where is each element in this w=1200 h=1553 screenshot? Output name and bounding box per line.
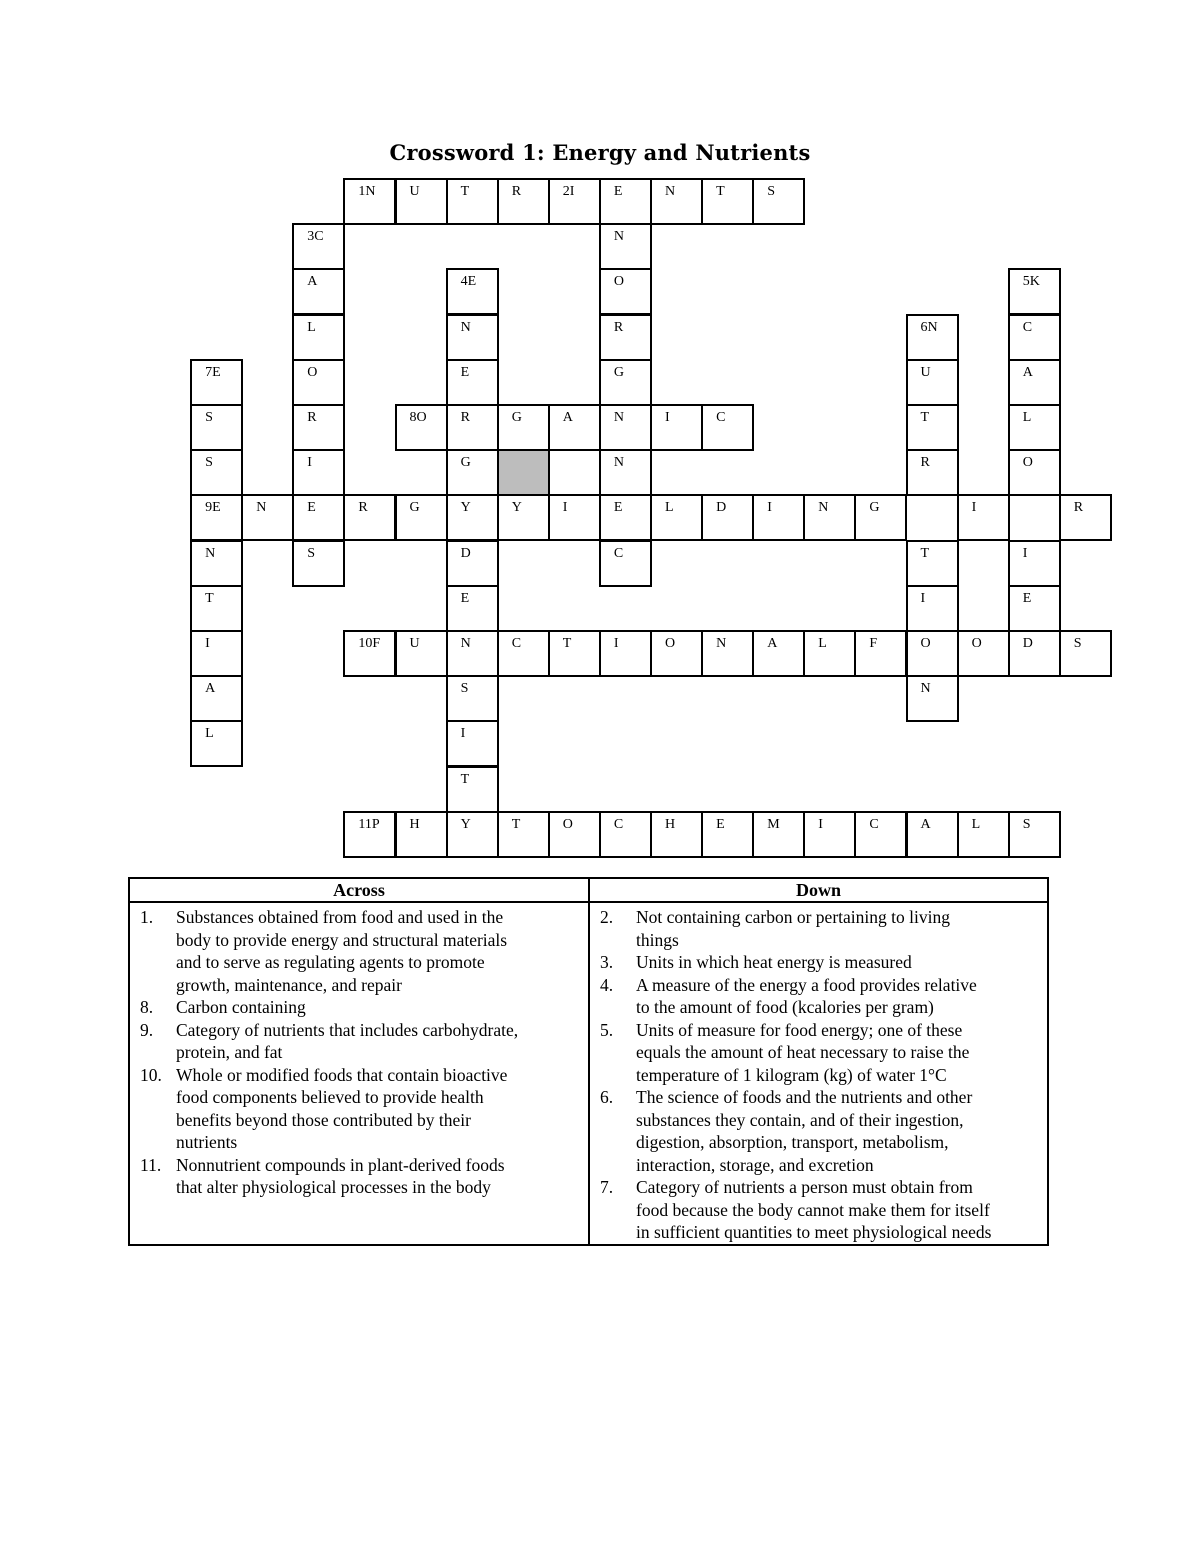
grid-cell: A <box>752 630 805 677</box>
clue-line: that alter physiological processes in the body <box>176 1177 491 1197</box>
grid-cell: S <box>190 404 243 451</box>
grid-cell: E <box>701 811 754 858</box>
grid-cell: N <box>599 404 652 451</box>
clue-line: A measure of the energy a food provides relative <box>636 974 977 995</box>
clue-number: 2. <box>600 907 614 927</box>
grid-cell: L <box>957 811 1010 858</box>
clue-number: 7. <box>600 1177 614 1197</box>
grid-cell: I <box>292 449 345 496</box>
grid-cell: O <box>1008 449 1061 496</box>
grid-cell: C <box>701 404 754 451</box>
grid-cell: O <box>599 268 652 315</box>
grid-cell: I <box>906 585 959 632</box>
clue-item <box>600 906 1041 951</box>
clue-number: 3. <box>600 952 614 972</box>
grid-cell: G <box>599 359 652 406</box>
grid-cell: R <box>906 449 959 496</box>
clue-text <box>636 1019 1041 1087</box>
grid-cell: N <box>803 494 856 541</box>
clue-text <box>636 906 1041 951</box>
down-clue-list <box>589 902 1048 1245</box>
grid-cell: C <box>854 811 907 858</box>
grid-cell: C <box>599 540 652 587</box>
grid-cell: I <box>548 494 601 541</box>
clue-line: Units of measure for food energy; one of these <box>636 1019 963 1040</box>
clue-line: The science of foods and the nutrients and other <box>636 1087 973 1107</box>
grid-cell: M <box>752 811 805 858</box>
grid-cell: L <box>190 720 243 767</box>
grid-cell: T <box>446 766 499 813</box>
grid-cell: L <box>650 494 703 541</box>
grid-cell: O <box>548 811 601 858</box>
grid-cell: E <box>1008 585 1061 632</box>
grid-cell: N <box>241 494 294 541</box>
grid-cell: N <box>446 314 499 361</box>
clue-line: equals the amount of heat necessary to raise the <box>636 1042 970 1062</box>
grid-cell: 4E <box>446 268 499 315</box>
clue-line: to the amount of food (kcalories per gram) <box>636 997 934 1017</box>
grid-cell: D <box>1008 630 1061 677</box>
clue-item <box>600 1176 1041 1244</box>
clue-line: Not containing carbon or pertaining to living <box>636 907 950 927</box>
grid-cell: L <box>292 314 345 361</box>
clues-table <box>128 877 1049 1246</box>
grid-cell: H <box>395 811 448 858</box>
clue-item <box>600 1086 1041 1176</box>
grid-cell: 11P <box>343 811 396 858</box>
clue-text <box>636 951 1041 974</box>
clue-line: food because the body cannot make them for itself <box>636 1199 990 1220</box>
grid-cell: 9E <box>190 494 243 541</box>
grid-cell: R <box>446 404 499 451</box>
grid-cell: I <box>957 494 1010 541</box>
grid-cell: E <box>446 585 499 632</box>
grid-cell: D <box>701 494 754 541</box>
down-header: Down <box>589 878 1048 902</box>
grid-cell: 3C <box>292 223 345 270</box>
grid-cell: O <box>957 630 1010 677</box>
clue-line: things <box>636 929 679 950</box>
grid-cell: S <box>446 675 499 722</box>
clue-item <box>140 1019 582 1064</box>
grid-cell: L <box>1008 404 1061 451</box>
clue-line: Whole or modified foods that contain bioactive <box>176 1064 508 1085</box>
grid-cell: O <box>292 359 345 406</box>
clue-item <box>140 906 582 996</box>
clue-item <box>600 974 1041 1019</box>
grid-cell: 1N <box>343 178 396 225</box>
grid-cell: S <box>292 540 345 587</box>
grid-cell: H <box>650 811 703 858</box>
clue-item <box>140 1064 582 1154</box>
clue-text <box>176 1154 582 1199</box>
grid-cell: 6N <box>906 314 959 361</box>
clue-line: nutrients <box>176 1132 238 1152</box>
clue-line: food components believed to provide health <box>176 1087 484 1107</box>
grid-cell: I <box>803 811 856 858</box>
grid-cell: A <box>292 268 345 315</box>
clue-line: digestion, absorption, transport, metabolism, <box>636 1132 949 1152</box>
clue-number: 1. <box>140 907 154 927</box>
grid-cell: N <box>446 630 499 677</box>
grid-cell: G <box>497 404 550 451</box>
grid-cell: 7E <box>190 359 243 406</box>
grid-cell: E <box>446 359 499 406</box>
grid-cell: A <box>906 811 959 858</box>
clue-text <box>636 974 1041 1019</box>
grid-cell: I <box>446 720 499 767</box>
grid-cell: R <box>292 404 345 451</box>
grid-cell: C <box>497 630 550 677</box>
grid-cell: S <box>752 178 805 225</box>
grid-cell: N <box>599 449 652 496</box>
grid-cell: N <box>701 630 754 677</box>
grid-cell: R <box>1059 494 1112 541</box>
grid-cell: C <box>599 811 652 858</box>
clue-text <box>636 1176 1041 1244</box>
grid-cell: I <box>752 494 805 541</box>
grid-cell: T <box>906 404 959 451</box>
clue-item <box>140 996 582 1019</box>
grid-cell: D <box>446 540 499 587</box>
grid-cell: G <box>395 494 448 541</box>
grid-cell: S <box>1008 811 1061 858</box>
clue-line: Nonnutrient compounds in plant-derived foods <box>176 1154 505 1175</box>
clue-line: benefits beyond those contributed by their <box>176 1109 471 1130</box>
clue-line: temperature of 1 kilogram (kg) of water 1°C <box>636 1064 947 1085</box>
clue-line: substances they contain, and of their ingestion, <box>636 1109 964 1130</box>
clue-text <box>636 1086 1041 1176</box>
clue-text <box>176 1019 582 1064</box>
grid-cell: Y <box>446 494 499 541</box>
grid-cell: T <box>497 811 550 858</box>
grid-cell: C <box>1008 314 1061 361</box>
clue-number: 5. <box>600 1019 614 1040</box>
grid-cell: N <box>599 223 652 270</box>
clue-text <box>176 1064 582 1154</box>
grid-cell: 10F <box>343 630 396 677</box>
clue-item <box>600 951 1041 974</box>
grid-cell: 8O <box>395 404 448 451</box>
clue-item <box>140 1154 582 1199</box>
grid-cell: G <box>446 449 499 496</box>
clue-line: body to provide energy and structural materials <box>176 929 508 950</box>
grid-cell: O <box>650 630 703 677</box>
page-title: Crossword 1: Energy and Nutrients <box>389 140 811 165</box>
grid-cell: N <box>906 675 959 722</box>
clue-number: 4. <box>600 974 614 995</box>
grid-cell: Y <box>497 494 550 541</box>
clue-line: Units in which heat energy is measured <box>636 952 912 972</box>
clue-text <box>176 906 582 996</box>
clue-number: 10. <box>140 1064 162 1085</box>
grid-cell: F <box>854 630 907 677</box>
clue-number: 6. <box>600 1087 614 1107</box>
grid-cell: I <box>650 404 703 451</box>
grid-cell: A <box>190 675 243 722</box>
grid-cell: I <box>1008 540 1061 587</box>
grid-cell: T <box>701 178 754 225</box>
grid-cell: O <box>906 630 959 677</box>
clue-item <box>600 1019 1041 1087</box>
clue-line: protein, and fat <box>176 1042 283 1062</box>
grid-cell: 2I <box>548 178 601 225</box>
grid-cell: E <box>292 494 345 541</box>
grid-cell: R <box>343 494 396 541</box>
across-clue-list <box>129 902 589 1245</box>
clue-line: and to serve as regulating agents to promote <box>176 952 485 972</box>
grid-cell: T <box>446 178 499 225</box>
grid-cell: U <box>395 178 448 225</box>
grid-cell: U <box>906 359 959 406</box>
clue-text <box>176 996 582 1019</box>
grid-cell: U <box>395 630 448 677</box>
blank-cell <box>497 449 550 496</box>
grid-cell: 5K <box>1008 268 1061 315</box>
clue-line: interaction, storage, and excretion <box>636 1154 874 1175</box>
grid-cell: Y <box>446 811 499 858</box>
grid-cell: G <box>854 494 907 541</box>
clue-number: 9. <box>140 1019 154 1040</box>
grid-cell: I <box>190 630 243 677</box>
grid-cell: S <box>1059 630 1112 677</box>
across-header: Across <box>129 878 589 902</box>
grid-cell: R <box>497 178 550 225</box>
clue-number: 11. <box>140 1154 162 1175</box>
clue-line: growth, maintenance, and repair <box>176 974 402 995</box>
grid-cell: E <box>599 178 652 225</box>
clue-line: Category of nutrients a person must obtain from <box>636 1177 973 1197</box>
grid-cell: S <box>190 449 243 496</box>
clue-line: Carbon containing <box>176 997 306 1017</box>
clue-line: in sufficient quantities to meet physiological needs <box>636 1222 992 1242</box>
grid-cell: N <box>190 540 243 587</box>
grid-cell: A <box>1008 359 1061 406</box>
clue-number: 8. <box>140 997 154 1017</box>
grid-cell: T <box>906 540 959 587</box>
grid-cell: A <box>548 404 601 451</box>
grid-cell: T <box>548 630 601 677</box>
grid-cell: L <box>803 630 856 677</box>
grid-cell: I <box>599 630 652 677</box>
grid-cell: N <box>650 178 703 225</box>
clue-line: Category of nutrients that includes carbohydrate, <box>176 1019 519 1040</box>
grid-cell: T <box>190 585 243 632</box>
clue-line: Substances obtained from food and used in the <box>176 907 504 927</box>
grid-cell: R <box>599 314 652 361</box>
grid-cell: E <box>599 494 652 541</box>
